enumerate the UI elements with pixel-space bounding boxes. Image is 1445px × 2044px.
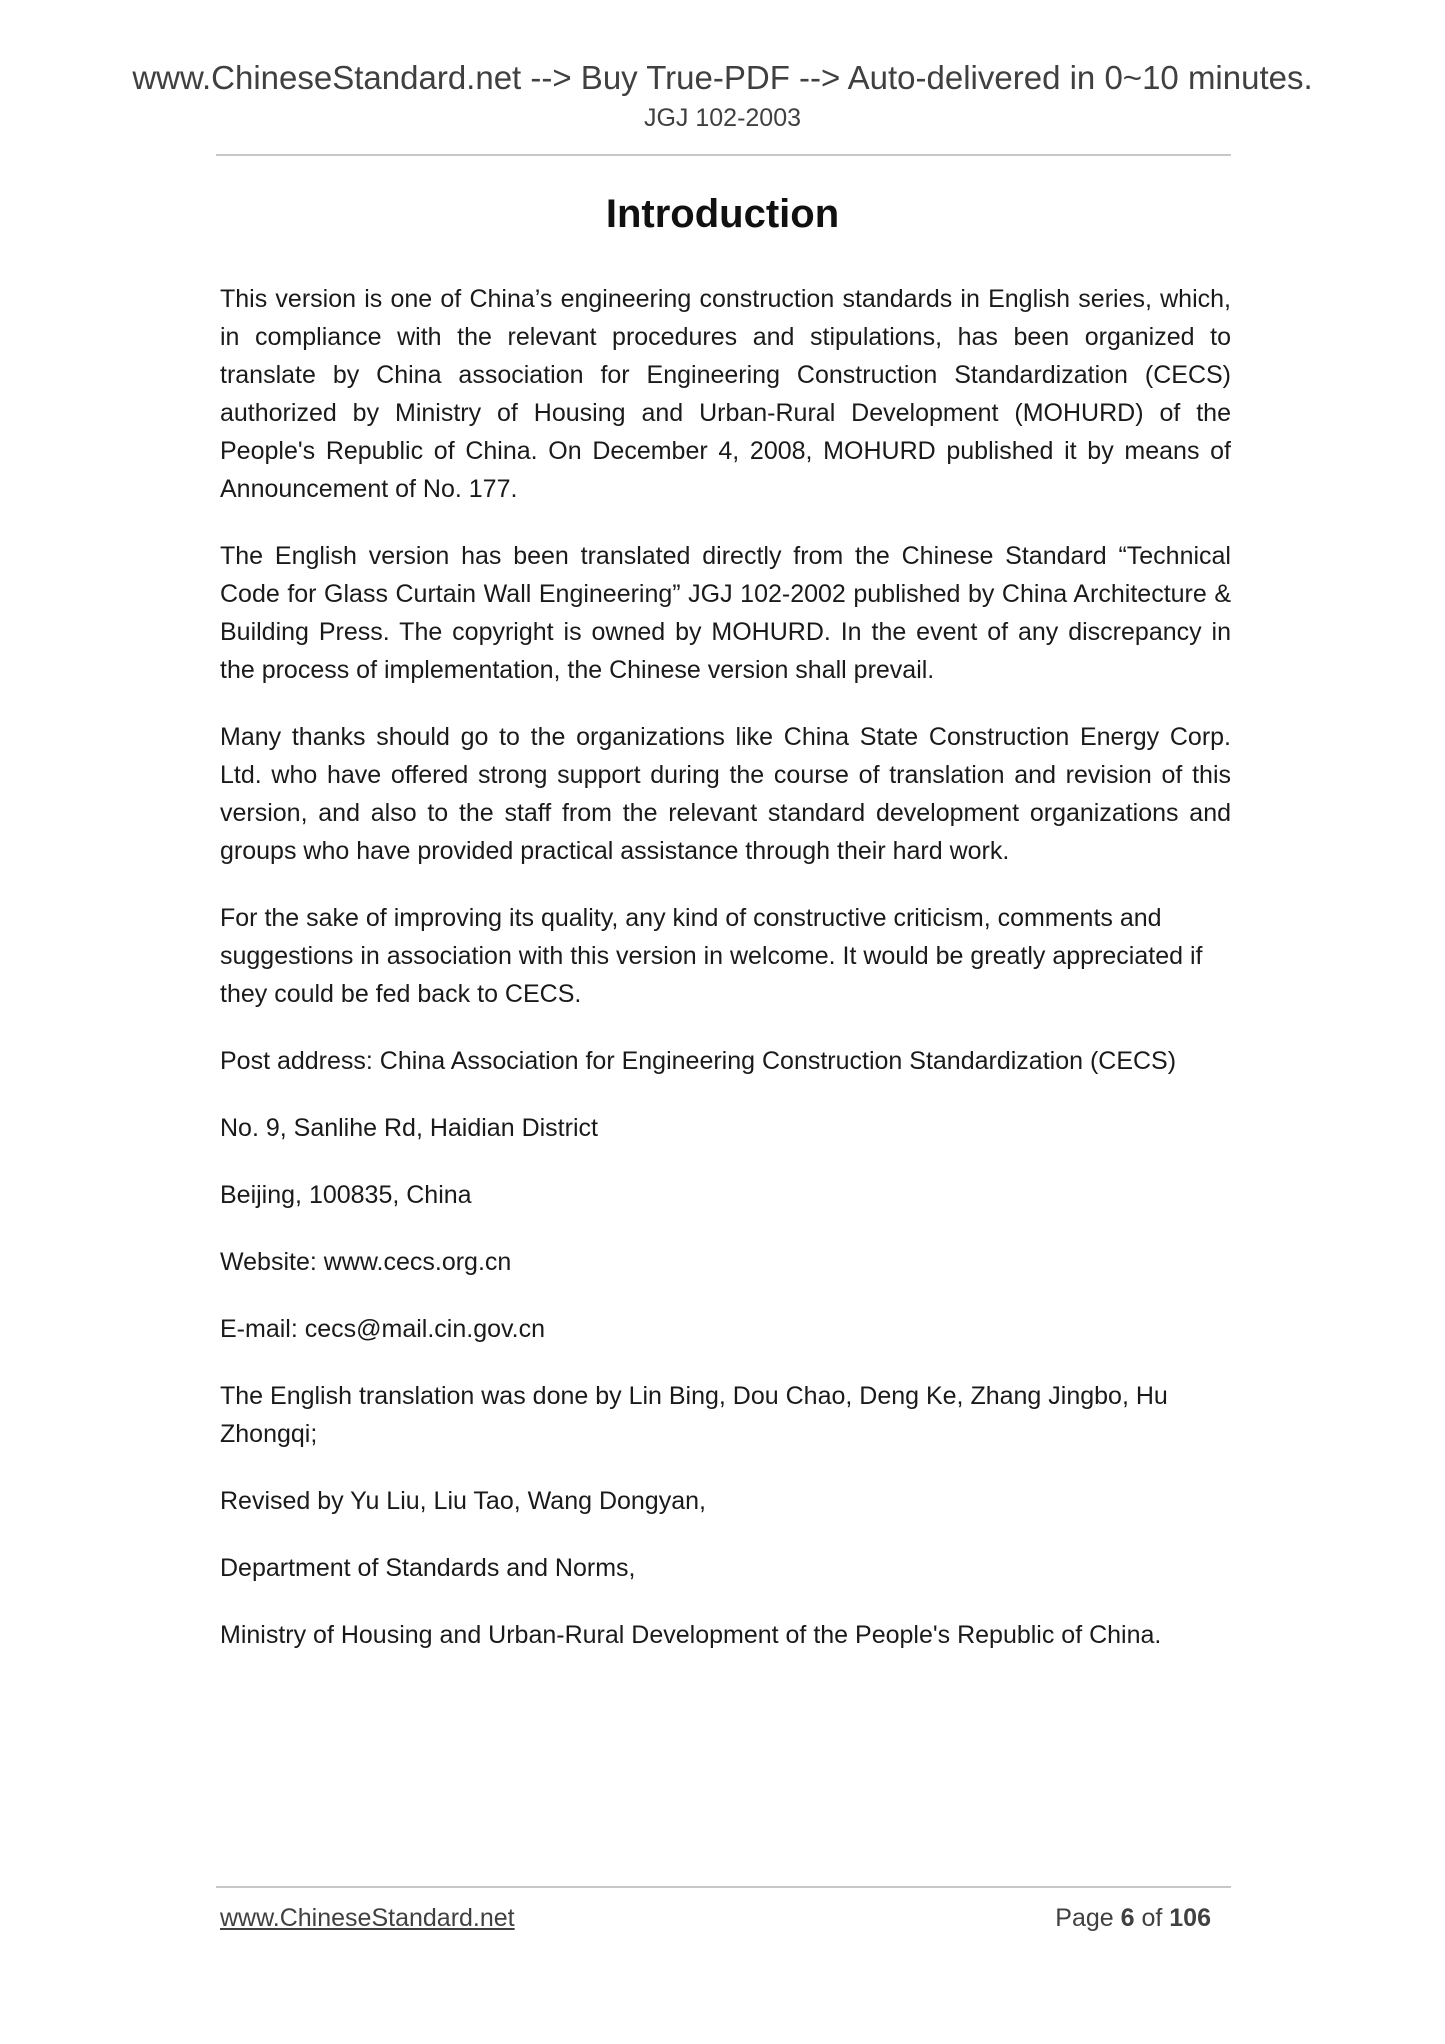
street-address-line: No. 9, Sanlihe Rd, Haidian District (220, 1114, 598, 1142)
website-line: Website: www.cecs.org.cn (220, 1248, 512, 1276)
document-code: JGJ 102-2003 (643, 104, 802, 132)
paragraph-translation-source: The English version has been translated directly from the Chinese Standard “Technical Code for Glass Curtain Wall Engineering” JGJ 102-2002 published by China Architecture & Building Press. The copyright is owned by MOHURD. In the event of any discrepancy in the process of implementation, the Chinese version shall prevail. (220, 542, 1231, 684)
paragraph-intro: This version is one of China’s engineering construction standards in English series, which, in compliance with the relevant procedures and stipulations, has been organized to translate by China association for Engineering Construction Standardization (CECS) authorized by Ministry of Housing and Urban-Rural Development (MOHURD) of the People's Republic of China. On December 4, 2008, MOHURD published it by means of Announcement of No. 177. (220, 285, 1231, 503)
header-banner: www.ChineseStandard.net --> Buy True-PDF --> Auto-delivered in 0~10 minutes. (132, 59, 1313, 96)
page-total: 106 (1169, 1904, 1211, 1932)
ministry-line: Ministry of Housing and Urban-Rural Development of the People's Republic of China. (220, 1621, 1162, 1649)
page-of: of (1141, 1904, 1163, 1932)
translators-line: The English translation was done by Lin Bing, Dou Chao, Deng Ke, Zhang Jingbo, Hu Zhongqi; (220, 1382, 1168, 1448)
footer-site-link[interactable]: www.ChineseStandard.net (220, 1904, 515, 1932)
paragraph-acknowledgements: Many thanks should go to the organizations like China State Construction Energy Corp. Ltd. who have offered strong support during the course of translation and revision of this version, and also to the staff from the relevant standard development organizations and groups who have provided practical assistance through their hard work. (220, 723, 1231, 865)
paragraph-feedback: For the sake of improving its quality, any kind of constructive criticism, comments and suggestions in association with this version in welcome. It would be greatly appreciated if they could be fed back to CECS. (220, 904, 1203, 1008)
post-address-line: Post address: China Association for Engineering Construction Standardization (CECS) (220, 1047, 1177, 1075)
email-line: E-mail: cecs@mail.cin.gov.cn (220, 1315, 545, 1343)
header-divider (216, 154, 1231, 156)
department-line: Department of Standards and Norms, (220, 1554, 636, 1582)
city-address-line: Beijing, 100835, China (220, 1181, 472, 1209)
revisers-line: Revised by Yu Liu, Liu Tao, Wang Dongyan, (220, 1487, 706, 1515)
page-number (1055, 1902, 1211, 1934)
body-text (220, 280, 1231, 1683)
page-current: 6 (1120, 1904, 1135, 1932)
footer-divider (216, 1886, 1231, 1888)
page-title: Introduction (605, 192, 840, 236)
page-prefix: Page (1055, 1904, 1114, 1932)
